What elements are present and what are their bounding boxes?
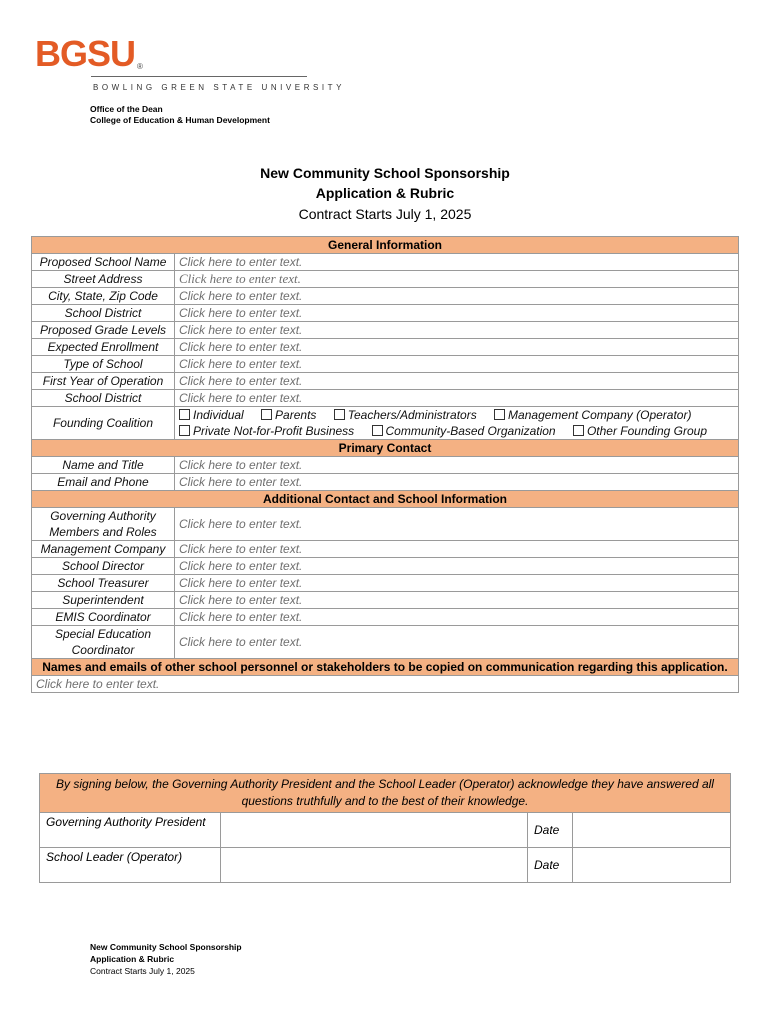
field-label: Proposed Grade Levels: [32, 322, 175, 339]
grade-levels-field[interactable]: Click here to enter text.: [175, 322, 739, 339]
school-district-field[interactable]: Click here to enter text.: [175, 305, 739, 322]
checkbox-icon[interactable]: [261, 409, 272, 420]
city-state-zip-field[interactable]: Click here to enter text.: [175, 288, 739, 305]
leader-label: School Leader (Operator): [40, 848, 221, 883]
proposed-school-name-field[interactable]: Click here to enter text.: [175, 254, 739, 271]
checkbox-icon[interactable]: [494, 409, 505, 420]
field-label: EMIS Coordinator: [32, 609, 175, 626]
field-label: School Treasurer: [32, 575, 175, 592]
checkbox-icon[interactable]: [179, 425, 190, 436]
coalition-option[interactable]: Individual: [179, 408, 244, 422]
field-label: Superintendent: [32, 592, 175, 609]
name-title-field[interactable]: Click here to enter text.: [175, 457, 739, 474]
checkbox-icon[interactable]: [372, 425, 383, 436]
coalition-option[interactable]: Community-Based Organization: [372, 424, 556, 438]
signature-table: [39, 773, 731, 883]
field-label: City, State, Zip Code: [32, 288, 175, 305]
school-treasurer-field[interactable]: Click here to enter text.: [175, 575, 739, 592]
bgsu-logo: [35, 33, 143, 74]
primary-contact-header: Primary Contact: [32, 440, 739, 457]
founding-coalition-options: [175, 407, 739, 440]
other-personnel-field[interactable]: Click here to enter text.: [32, 676, 739, 693]
document-title: [0, 163, 770, 225]
checkbox-icon[interactable]: [573, 425, 584, 436]
president-date-field[interactable]: [573, 813, 731, 848]
logo-wordmark: BGSU: [35, 33, 136, 74]
signing-statement: By signing below, the Governing Authority President and the School Leader (Operator) acknowledge they have answered all questions truthfully and to the best of their knowledge.: [40, 774, 731, 813]
field-label: Expected Enrollment: [32, 339, 175, 356]
office-line-2: College of Education & Human Development: [90, 115, 270, 125]
coalition-option[interactable]: Private Not-for-Profit Business: [179, 424, 354, 438]
coalition-option[interactable]: Parents: [261, 408, 316, 422]
coalition-option[interactable]: Teachers/Administrators: [334, 408, 477, 422]
office-line-1: Office of the Dean: [90, 104, 163, 114]
other-personnel-header: Names and emails of other school personnel or stakeholders to be copied on communication regarding this application.: [32, 659, 739, 676]
school-district-2-field[interactable]: Click here to enter text.: [175, 390, 739, 407]
logo-subtitle: BOWLING GREEN STATE UNIVERSITY: [93, 83, 345, 92]
emis-coordinator-field[interactable]: Click here to enter text.: [175, 609, 739, 626]
leader-date-field[interactable]: [573, 848, 731, 883]
field-label: Founding Coalition: [32, 407, 175, 440]
special-education-field[interactable]: Click here to enter text.: [175, 626, 739, 659]
field-label: Type of School: [32, 356, 175, 373]
school-director-field[interactable]: Click here to enter text.: [175, 558, 739, 575]
field-label: Management Company: [32, 541, 175, 558]
logo-divider: [91, 76, 307, 77]
field-label: School District: [32, 305, 175, 322]
date-label: Date: [528, 848, 573, 883]
title-line-1: New Community School Sponsorship: [260, 165, 510, 181]
title-line-3: Contract Starts July 1, 2025: [298, 206, 472, 222]
field-label: Name and Title: [32, 457, 175, 474]
title-line-2: Application & Rubric: [315, 185, 455, 201]
footer-line-2: Application & Rubric: [90, 954, 175, 964]
expected-enrollment-field[interactable]: Click here to enter text.: [175, 339, 739, 356]
page-footer: [90, 941, 242, 977]
checkbox-icon[interactable]: [334, 409, 345, 420]
additional-info-header: Additional Contact and School Information: [32, 491, 739, 508]
field-label: School District: [32, 390, 175, 407]
checkbox-icon[interactable]: [179, 409, 190, 420]
field-label: First Year of Operation: [32, 373, 175, 390]
office-heading: [90, 104, 270, 126]
coalition-option[interactable]: Other Founding Group: [573, 424, 707, 438]
management-company-field[interactable]: Click here to enter text.: [175, 541, 739, 558]
footer-line-1: New Community School Sponsorship: [90, 942, 242, 952]
field-label: Proposed School Name: [32, 254, 175, 271]
president-signature-field[interactable]: [221, 813, 528, 848]
street-address-field[interactable]: Click here to enter text.: [175, 271, 739, 288]
footer-line-3: Contract Starts July 1, 2025: [90, 966, 195, 976]
general-info-header: General Information: [32, 237, 739, 254]
field-label: Email and Phone: [32, 474, 175, 491]
application-form: [31, 236, 739, 693]
leader-signature-field[interactable]: [221, 848, 528, 883]
governing-authority-field[interactable]: Click here to enter text.: [175, 508, 739, 541]
type-of-school-field[interactable]: Click here to enter text.: [175, 356, 739, 373]
date-label: Date: [528, 813, 573, 848]
field-label: School Director: [32, 558, 175, 575]
field-label: Governing Authority Members and Roles: [32, 508, 175, 541]
coalition-option[interactable]: Management Company (Operator): [494, 408, 691, 422]
field-label: Special Education Coordinator: [32, 626, 175, 659]
registered-mark: ®: [137, 62, 143, 71]
first-year-field[interactable]: Click here to enter text.: [175, 373, 739, 390]
superintendent-field[interactable]: Click here to enter text.: [175, 592, 739, 609]
president-label: Governing Authority President: [40, 813, 221, 848]
email-phone-field[interactable]: Click here to enter text.: [175, 474, 739, 491]
field-label: Street Address: [32, 271, 175, 288]
